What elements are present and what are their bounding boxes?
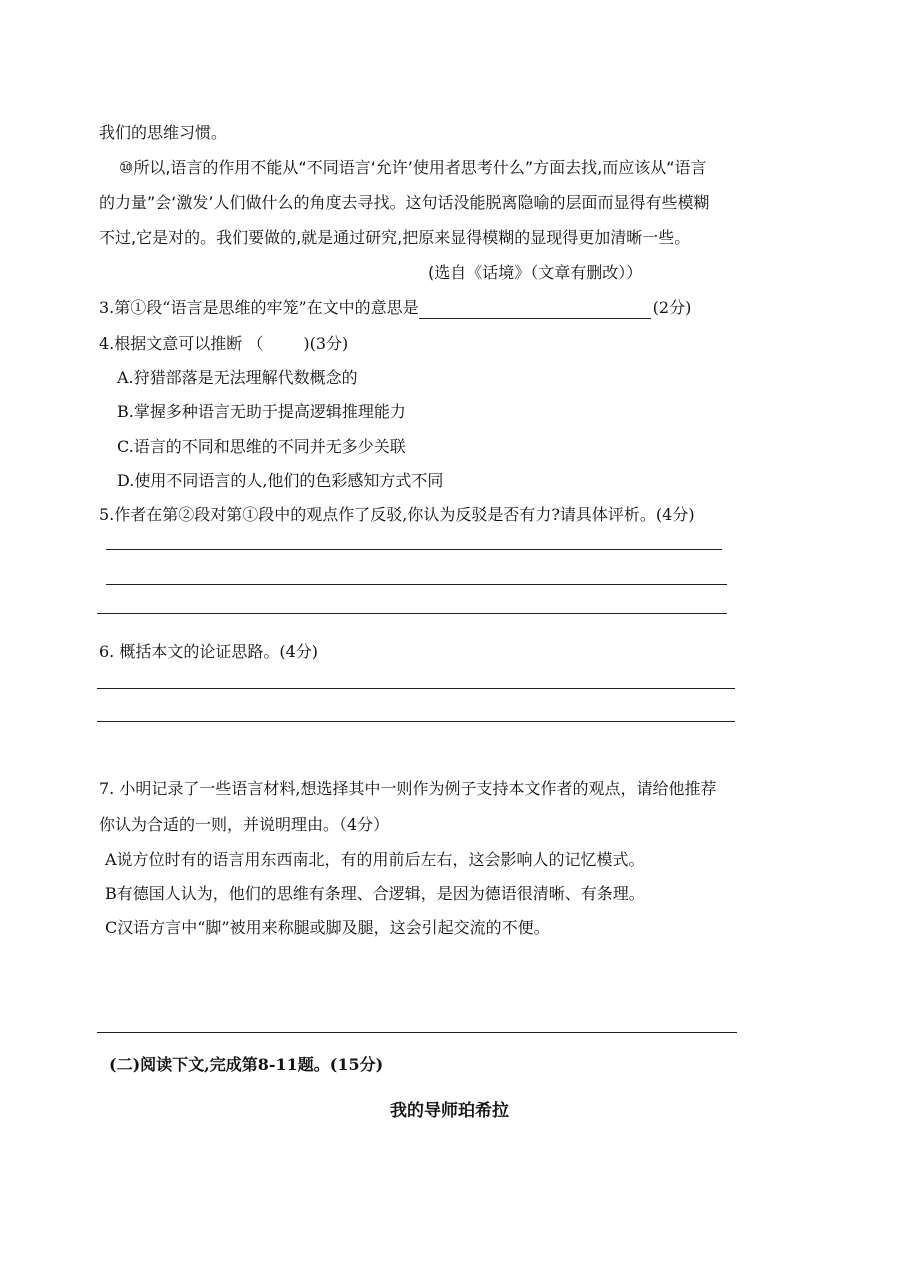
section-2-heading: (二)阅读下文,完成第8-11题。(15分) [109, 1055, 384, 1074]
article-title: 我的导师珀希拉 [390, 1101, 509, 1121]
passage-paragraph-10-line: 的力量”会‘激发’人们做什么的角度去寻找。这句话没能脱离隐喻的层面而显得有些模糊 [99, 193, 710, 212]
question-7-option-b: B有德国人认为，他们的思维有条理、合逻辑，是因为德语很清晰、有条理。 [105, 884, 645, 903]
question-7-answer-line[interactable] [97, 1032, 737, 1033]
question-3-text: 3.第①段“语言是思维的牢笼”在文中的意思是 [99, 298, 419, 317]
question-3 [99, 297, 691, 319]
question-4 [99, 333, 348, 355]
question-7-line: 你认为合适的一则，并说明理由。（4分） [99, 815, 390, 834]
question-3-answer-blank[interactable] [419, 301, 651, 319]
question-5: 5.作者在第②段对第①段中的观点作了反驳,你认为反驳是否有力?请具体评析。(4分) [99, 505, 695, 524]
question-4-prefix: 4.根据文意可以推断 （ [99, 334, 264, 353]
question-5-answer-line[interactable] [97, 613, 727, 614]
question-6: 6. 概括本文的论证思路。(4分) [99, 642, 319, 661]
question-6-answer-line[interactable] [97, 688, 735, 689]
question-7-line: 7. 小明记录了一些语言材料,想选择其中一则作为例子支持本文作者的观点，请给他推荐 [99, 779, 717, 798]
question-3-points: (2分) [652, 298, 692, 317]
question-4-suffix: )(3分) [303, 334, 349, 353]
question-6-answer-line[interactable] [97, 721, 735, 722]
question-4-option-a: A.狩猎部落是无法理解代数概念的 [117, 368, 358, 387]
passage-paragraph-10-line: ⑩所以,语言的作用不能从“不同语言‘允许’使用者思考什么”方面去找,而应该从“语言 [119, 158, 707, 177]
question-7-option-c: C汉语方言中“脚”被用来称腿或脚及腿，这会引起交流的不便。 [105, 918, 550, 937]
question-4-option-c: C.语言的不同和思维的不同并无多少关联 [117, 437, 406, 456]
question-5-answer-line[interactable] [106, 584, 727, 585]
question-5-answer-line[interactable] [106, 549, 722, 550]
question-4-option-b: B.掌握多种语言无助于提高逻辑推理能力 [117, 402, 406, 421]
question-4-option-d: D.使用不同语言的人,他们的色彩感知方式不同 [117, 471, 444, 490]
passage-line: 我们的思维习惯。 [99, 123, 228, 142]
passage-source: (选自《话境》（文章有删改）） [428, 263, 643, 282]
question-7-option-a: A说方位时有的语言用东西南北，有的用前后左右，这会影响人的记忆模式。 [105, 850, 645, 869]
passage-paragraph-10-line: 不过,它是对的。我们要做的,就是通过研究,把原来显得模糊的显现得更加清晰一些。 [99, 228, 691, 247]
